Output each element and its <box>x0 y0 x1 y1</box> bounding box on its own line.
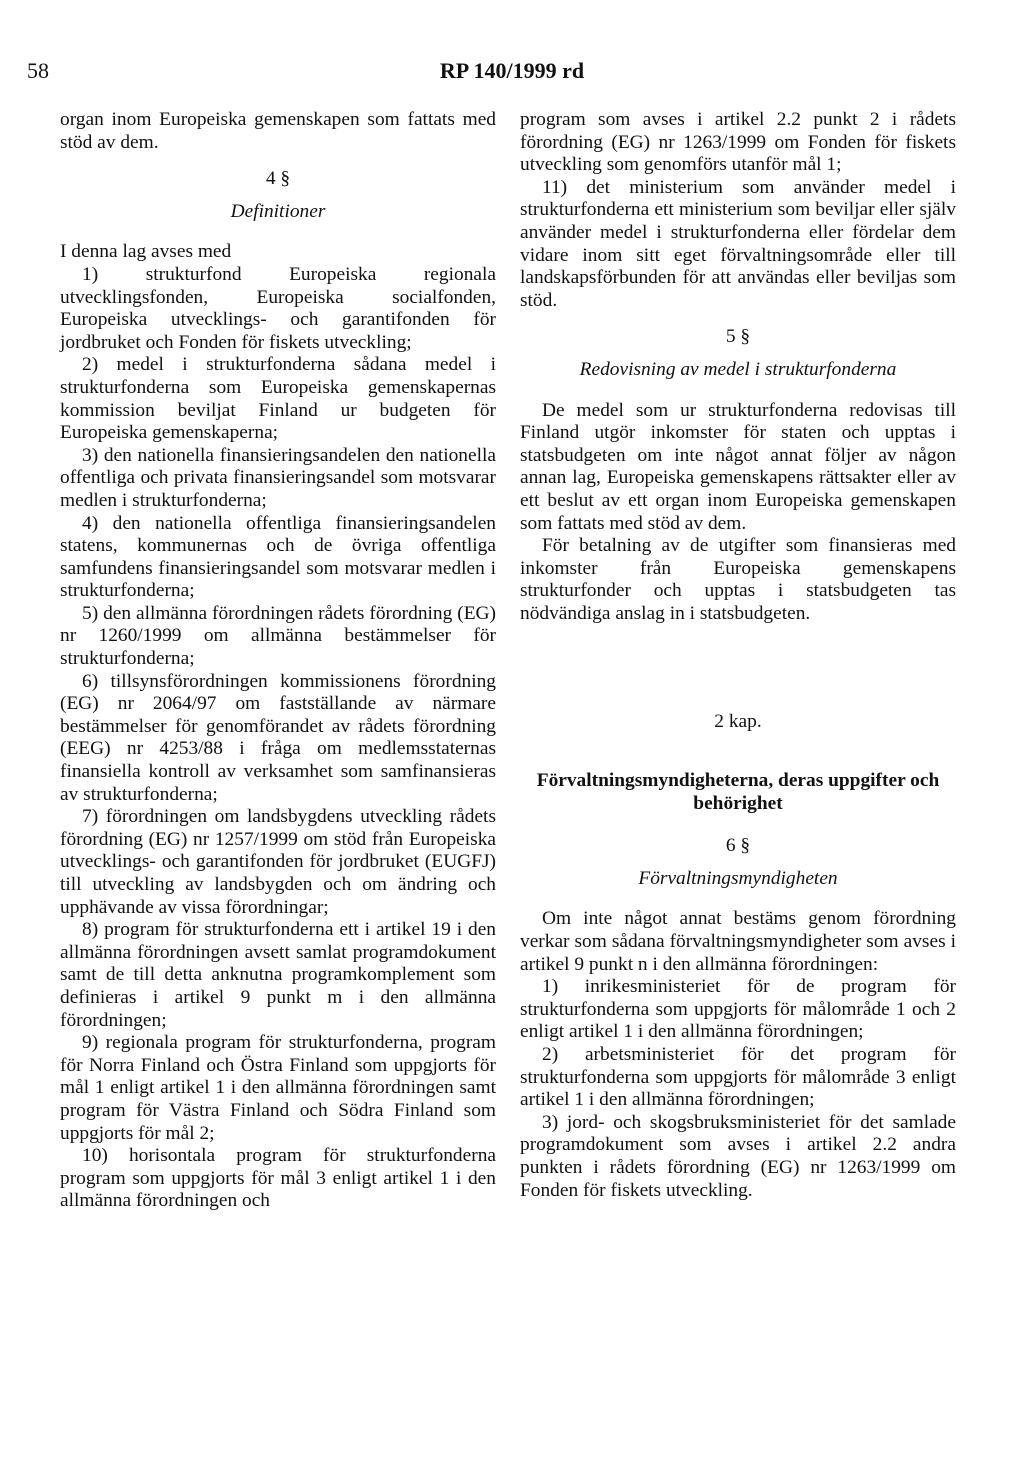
definition-item-11: 11) det ministerium som använder medel i strukturfonderna ett ministerium som beviljar eller själv använder medel i strukturfonderna eller fördelar dem vidare inom sitt eget förvaltningsområde eller till landskapsförbunden för att användas eller beviljas som stöd. <box>520 176 956 311</box>
authority-item-3: 3) jord- och skogsbruksministeriet för det samlade programdokument som avses i artikel 2.2 andra punkten i rådets förordning (EG) nr 1263/1999 om Fonden för fiskets utveckling. <box>520 1111 956 1201</box>
definition-item-1: 1) strukturfond Europeiska regionala utvecklingsfonden, Europeiska socialfonden, Europeiska utvecklings- och garantifonden för jordbruket och Fonden för fiskets utveckling; <box>60 263 496 353</box>
section-4-number: 4 § <box>265 168 291 190</box>
definition-item-4: 4) den nationella offentliga finansieringsandelen statens, kommunernas och de övriga offentliga samfundens finansieringsandel som motsvarar medlen i strukturfonderna; <box>60 512 496 602</box>
section-5-heading: Redovisning av medel i strukturfonderna <box>579 358 897 380</box>
definition-item-9: 9) regionala program för strukturfonderna, program för Norra Finland och Östra Finland som uppgjorts för mål 1 enligt artikel 1 i den allmänna förordningen samt program för Västra Finland och Södra Finland som uppgjorts för mål 2; <box>60 1032 496 1144</box>
right-column <box>520 109 956 1202</box>
definition-item-8: 8) program för strukturfonderna ett i artikel 19 i den allmänna förordningen avsett samlat programdokument samt de till detta anknutna programkomplement som definieras i artikel 9 punkt m i den allmänna förordningen; <box>60 919 496 1031</box>
section-4-heading: Definitioner <box>230 200 326 222</box>
paragraph-continuation: program som avses i artikel 2.2 punkt 2 i rådets förordning (EG) nr 1263/1999 om Fonden för fiskets utveckling som genomförs utanför mål 1; <box>520 109 956 176</box>
section-5-number: 5 § <box>725 326 751 348</box>
section-6-heading: Förvaltningsmyndigheten <box>638 867 838 889</box>
page-header <box>0 58 1024 88</box>
page-number: 58 <box>27 58 49 83</box>
section-6-intro: Om inte något annat bestäms genom förordning verkar som sådana förvaltningsmyndigheter som avses i artikel 9 punkt n i den allmänna förordningen: <box>520 908 956 975</box>
authority-item-1: 1) inrikesministeriet för de program för strukturfonderna som uppgjorts för målområde 1 och 2 enligt artikel 1 i den allmänna förordningen; <box>520 976 956 1043</box>
chapter-title: Förvaltningsmyndigheterna, deras uppgifter och behörighet <box>536 770 940 814</box>
left-column <box>60 109 496 1213</box>
section-5-paragraph-2: För betalning av de utgifter som finansieras med inkomster från Europeiska gemenskapens strukturfonder och upptas i statsbudgeten tas nödvändiga anslag in i statsbudgeten. <box>520 535 956 624</box>
section-6-number: 6 § <box>725 835 751 857</box>
definition-item-2: 2) medel i strukturfonderna sådana medel i strukturfonderna som Europeiska gemenskapernas kommission beviljat Finland ur budgeten för Europeiska gemenskaperna; <box>60 354 496 444</box>
document-title: RP 140/1999 rd <box>439 58 585 83</box>
chapter-number: 2 kap. <box>714 711 762 733</box>
definition-item-5: 5) den allmänna förordningen rådets förordning (EG) nr 1260/1999 om allmänna bestämmelser för strukturfonderna; <box>60 602 496 670</box>
definition-item-6: 6) tillsynsförordningen kommissionens förordning (EG) nr 2064/97 om fastställande av närmare bestämmelser för genomförandet av rådets förordning (EEG) nr 4253/88 i fråga om medlemsstaternas finansiella kontroll av verksamhet som samfinansieras av strukturfonderna; <box>60 670 496 805</box>
paragraph-continuation: organ inom Europeiska gemenskapen som fattats med stöd av dem. <box>60 109 496 153</box>
section-5-paragraph-1: De medel som ur strukturfonderna redovisas till Finland utgör inkomster för staten och upptas i statsbudgeten om inte något annat följer av någon annan lag, Europeiska gemenskapens rättsakter eller av ett beslut av ett organ inom Europeiska gemenskapen som fattats med stöd av dem. <box>520 399 956 534</box>
section-4-intro: I denna lag avses med <box>60 241 232 263</box>
definition-item-10: 10) horisontala program för strukturfonderna program som uppgjorts för mål 3 enligt artikel 1 i den allmänna förordningen och <box>60 1145 496 1212</box>
authority-item-2: 2) arbetsministeriet för det program för strukturfonderna som uppgjorts för målområde 3 enligt artikel 1 i den allmänna förordningen; <box>520 1044 956 1111</box>
definition-item-3: 3) den nationella finansieringsandelen den nationella offentliga och privata finansieringsandel som motsvarar medlen i strukturfonderna; <box>60 444 496 511</box>
definition-item-7: 7) förordningen om landsbygdens utveckling rådets förordning (EG) nr 1257/1999 om stöd från Europeiska utvecklings- och garantifonden för jordbruket (EUGFJ) till utveckling av landsbygden och om ändring och upphävande av vissa förordningar; <box>60 806 496 918</box>
